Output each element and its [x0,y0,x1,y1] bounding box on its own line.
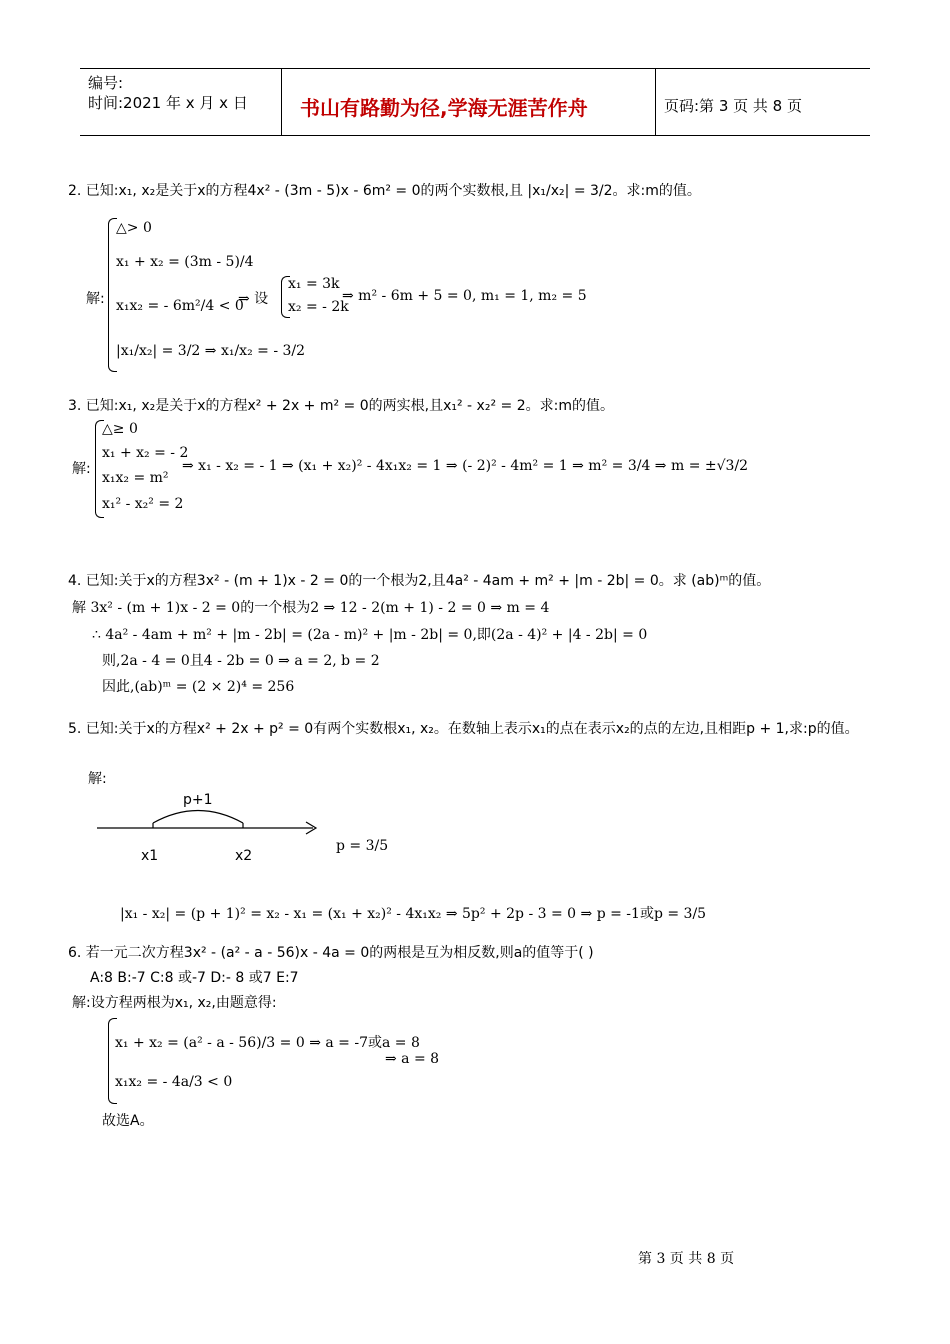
q3-condition-2: x₁ + x₂ = - 2 [102,445,189,461]
q2-result: ⇒ m² - 6m + 5 = 0, m₁ = 1, m₂ = 5 [342,288,587,304]
header-motto: 书山有路勤为径,学海无涯苦作舟 [300,96,588,120]
q3-result: ⇒ x₁ - x₂ = - 1 ⇒ (x₁ + x₂)² - 4x₁x₂ = 1 ⇒ (- 2)² - 4m² = 1 ⇒ m² = 3/4 ⇒ m = ±√3/2 [182,458,749,474]
q4-question: 4. 已知:关于x的方程3x² - (m + 1)x - 2 = 0的一个根为2,且4a² - 4am + m² + |m - 2b| = 0。求 (ab)ᵐ的值。 [68,573,771,589]
x2-label: x2 [235,848,253,864]
q2-let-2: x₂ = - 2k [288,299,349,315]
q4-line-3: 则,2a - 4 = 0且4 - 2b = 0 ⇒ a = 2, b = 2 [102,653,380,669]
q6-result: ⇒ a = 8 [385,1051,440,1067]
q2-condition-1: △> 0 [116,220,152,236]
q2-question: 2. 已知:x₁, x₂是关于x的方程4x² - (3m - 5)x - 6m² = 0的两个实数根,且 |x₁/x₂| = 3/2。求:m的值。 [68,183,701,199]
q4-line-2: ∴ 4a² - 4am + m² + |m - 2b| = (2a - m)² + |m - 2b| = 0,即(2a - 4)² + |4 - 2b| = 0 [92,627,648,643]
q6-brace [108,1018,117,1104]
q4-line-4: 因此,(ab)ᵐ = (2 × 2)⁴ = 256 [102,679,295,695]
q2-condition-3: x₁x₂ = - 6m²/4 < 0 [116,298,244,314]
header-divider-right [655,68,656,136]
q3-condition-1: △≥ 0 [102,421,138,437]
q2-let-1: x₁ = 3k [288,276,340,292]
q2-solution-label: 解: [86,291,105,307]
q3-question: 3. 已知:x₁, x₂是关于x的方程x² + 2x + m² = 0的两实根,且x₁² - x₂² = 2。求:m的值。 [68,398,614,414]
q3-solution-label: 解: [72,461,91,477]
page-footer: 第 3 页 共 8 页 [638,1251,735,1267]
q4-line-1: 解 3x² - (m + 1)x - 2 = 0的一个根为2 ⇒ 12 - 2(m + 1) - 2 = 0 ⇒ m = 4 [72,600,550,616]
q6-options: A:8 B:-7 C:8 或-7 D:- 8 或7 E:7 [90,970,299,986]
header-divider-left [281,68,282,136]
q5-number-line-diagram [95,788,335,868]
header-page-label: 页码:第 3 页 共 8 页 [664,97,802,115]
q2-let-text: ⇒ 设 [238,291,269,307]
q3-condition-3: x₁x₂ = m² [102,470,169,486]
distance-label: p+1 [183,792,213,808]
distance-arc [153,811,243,824]
q6-conclusion: 故选A。 [102,1113,154,1129]
header-top-rule [80,68,870,69]
q6-solution-intro: 解:设方程两根为x₁, x₂,由题意得: [72,995,277,1011]
q2-condition-2: x₁ + x₂ = (3m - 5)/4 [116,254,254,270]
q5-solution-label: 解: [88,771,107,787]
header-time-label: 时间:2021 年 x 月 x 日 [88,94,248,112]
q6-condition-2: x₁x₂ = - 4a/3 < 0 [115,1074,233,1090]
q6-question: 6. 若一元二次方程3x² - (a² - a - 56)x - 4a = 0的两根是互为相反数,则a的值等于( ) [68,945,594,961]
q3-condition-4: x₁² - x₂² = 2 [102,496,184,512]
header-number-label: 编号: [88,74,124,92]
q5-question: 5. 已知:关于x的方程x² + 2x + p² = 0有两个实数根x₁, x₂。在数轴上表示x₁的点在表示x₂的点的左边,且相距p + 1,求:p的值。 [68,721,859,737]
header-bottom-rule [80,135,870,136]
x1-label: x1 [141,848,159,864]
q5-p-result: p = 3/5 [336,838,389,854]
q5-derivation: |x₁ - x₂| = (p + 1)² = x₂ - x₁ = (x₁ + x₂)² - 4x₁x₂ ⇒ 5p² + 2p - 3 = 0 ⇒ p = -1或p = 3/5 [120,906,707,922]
q2-condition-4: |x₁/x₂| = 3/2 ⇒ x₁/x₂ = - 3/2 [116,343,306,359]
q6-condition-1: x₁ + x₂ = (a² - a - 56)/3 = 0 ⇒ a = -7或a = 8 [115,1035,420,1051]
